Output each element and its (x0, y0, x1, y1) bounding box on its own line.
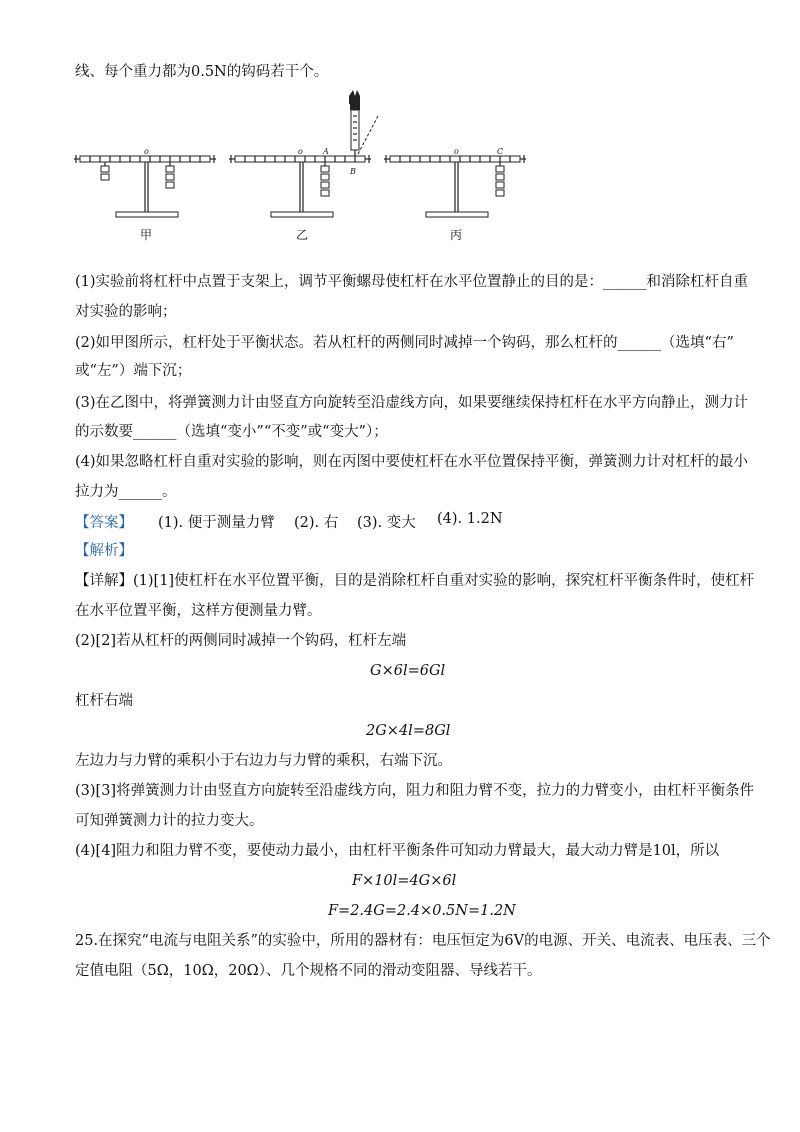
q4-line2: 拉力为______。 (75, 484, 177, 500)
intro-text: 线、每个重力都为0.5N的钩码若干个。 (75, 64, 329, 80)
lever-jia (74, 147, 216, 217)
analysis-label: 【解析】 (75, 543, 133, 559)
equation-1: G×6l=6Gl (370, 663, 446, 679)
q3-line1: (3)在乙图中，将弹簧测力计由竖直方向旋转至沿虚线方向，如果要继续保持杠杆在水平方向静止，测力计 (75, 395, 749, 411)
p2-line1: (2)[2]若从杠杆的两侧同时减掉一个钩码，杠杆左端 (75, 633, 407, 649)
caption-bing: 丙 (450, 228, 463, 242)
p2-line3: 左边力与力臂的乘积小于右边力与力臂的乘积，右端下沉。 (75, 753, 452, 769)
answer-item-1: (1). 便于测量力臂 (158, 515, 275, 531)
lever-bing (384, 147, 526, 217)
detail-line2: 在水平位置平衡，这样方便测量力臂。 (75, 603, 322, 619)
equation-3: F×10l=4G×6l (352, 873, 457, 889)
equation-4: F=2.4G=2.4×0.5N=1.2N (328, 903, 516, 919)
q2-line2: 或“左”）端下沉； (75, 363, 192, 379)
equation-2: 2G×4l=8Gl (366, 723, 451, 739)
q1-line1: (1)实验前将杠杆中点置于支架上，调节平衡螺母使杠杆在水平位置静止的目的是：______和消除杠杆自重 (75, 274, 749, 290)
lever-yi (229, 90, 378, 217)
caption-jia: 甲 (140, 228, 153, 242)
pivot-label-o: o (144, 147, 149, 156)
answer-item-3: (3). 变大 (357, 515, 416, 531)
detail-line1: 【详解】(1)[1]使杠杆在水平位置平衡，目的是消除杠杆自重对实验的影响，探究杠杆平衡条件时，使杠杆 (75, 573, 755, 589)
q25-line1: 25.在探究“电流与电阻关系”的实验中，所用的器材有：电压恒定为6V的电源、开关、电流表、电压表、三个 (75, 933, 771, 949)
point-label-a: A (323, 147, 329, 156)
caption-yi: 乙 (296, 228, 309, 242)
q2-line1: (2)如甲图所示，杠杆处于平衡状态。若从杠杆的两侧同时减掉一个钩码，那么杠杆的______（选填“右” (75, 335, 734, 351)
pivot-label-o-2: o (298, 147, 303, 156)
q25-line2: 定值电阻（5Ω，10Ω，20Ω）、几个规格不同的滑动变阻器、导线若干。 (75, 963, 542, 979)
p4-line1: (4)[4]阻力和阻力臂不变，要使动力最小，由杠杆平衡条件可知动力臂最大，最大动力臂是10l，所以 (75, 843, 720, 859)
p3-line1: (3)[3]将弹簧测力计由竖直方向旋转至沿虚线方向，阻力和阻力臂不变，拉力的力臂变小，由杠杆平衡条件 (75, 783, 755, 799)
answer-item-2: (2). 右 (294, 515, 339, 531)
answer-label: 【答案】 (75, 515, 133, 531)
point-label-c: C (497, 147, 504, 156)
point-label-b: B (350, 167, 356, 176)
q1-line2: 对实验的影响； (75, 304, 177, 320)
q3-line2: 的示数要______（选填“变小”“不变”或“变大”）； (75, 424, 388, 440)
answer-item-4: (4). 1.2N (437, 511, 503, 527)
p3-line2: 可知弹簧测力计的拉力变大。 (75, 813, 264, 829)
p2-line2: 杠杆右端 (75, 693, 133, 709)
q4-line1: (4)如果忽略杠杆自重对实验的影响，则在丙图中要使杠杆在水平位置保持平衡，弹簧测力计对杠杆的最小 (75, 454, 749, 470)
pivot-label-o-3: o (454, 147, 459, 156)
lever-figure (70, 88, 540, 223)
